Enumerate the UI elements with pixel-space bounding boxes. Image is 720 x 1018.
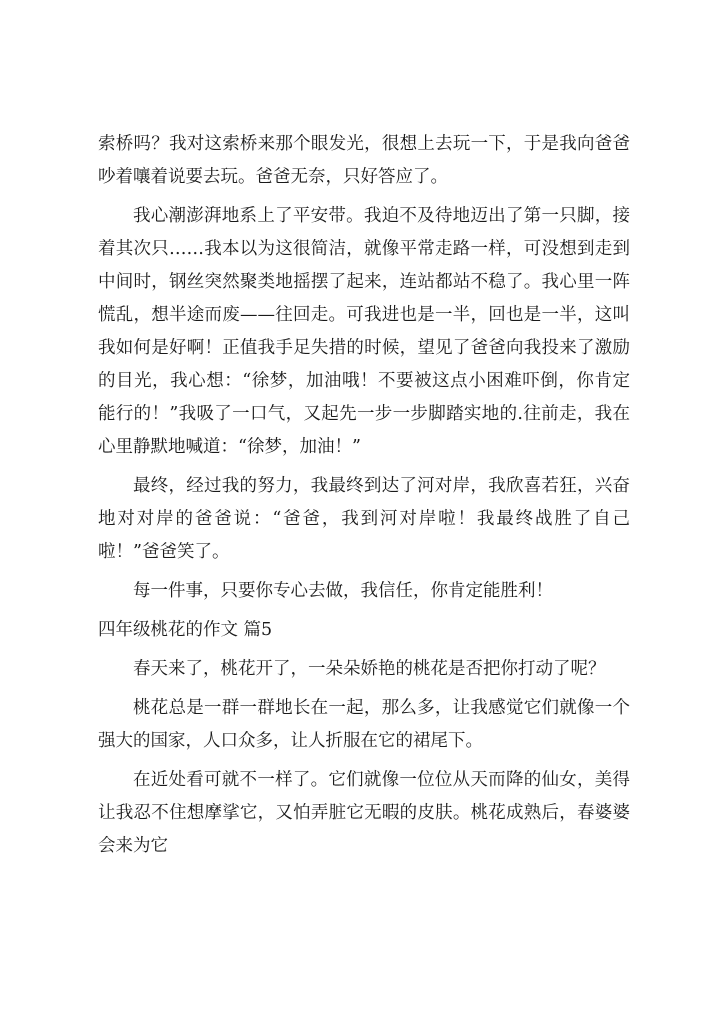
- paragraph-conclusion: 每一件事，只要你专心去做，我信任，你肯定能胜利！: [133, 581, 553, 601]
- paragraph-safety-belt: 我心潮澎湃地系上了平安带。我迫不及待地迈出了第一只脚，接着其次只……我本以为这很简洁，就像平常走路一样，可没想到走到中间时，钢丝突然聚类地摇摆了起来，连站都站不稳了。我心里一阵慌乱，想半途而废——往回走。可我进也是一半，回也是一半，这叫我如何是好啊！正值我手足失措的时候，望见了爸爸向我投来了激励的目光，我心想：“徐梦，加油哦！不要被这点小困难吓倒，你肯定能行的！”我吸了一口气，又起先一步一步脚踏实地的.往前走，我在心里静默地喊道：“徐梦，加油！”: [98, 206, 630, 457]
- paragraph-continued: 索桥吗？我对这索桥来那个眼发光，很想上去玩一下，于是我向爸爸吵着嚷着说要去玩。爸爸无奈，只好答应了。: [98, 134, 630, 187]
- document-body: [98, 128, 630, 869]
- section-heading: 四年级桃花的作文 篇5: [98, 620, 273, 640]
- paragraph-spring: 春天来了，桃花开了，一朵朵娇艳的桃花是否把你打动了呢？: [133, 659, 606, 679]
- paragraph-closeup: 在近处看可就不一样了。它们就像一位位从天而降的仙女，美得让我忍不住想摩挲它，又怕弄脏它无暇的皮肤。桃花成熟后，春婆婆会来为它: [98, 770, 630, 856]
- paragraph-groups: 桃花总是一群一群地长在一起，那么多，让我感觉它们就像一个强大的国家，人口众多，让人折服在它的裙尾下。: [98, 698, 630, 751]
- paragraph-reached-shore: 最终，经过我的努力，我最终到达了河对岸，我欣喜若狂，兴奋地对对岸的爸爸说：“爸爸，我到河对岸啦！我最终战胜了自己啦！”爸爸笑了。: [98, 476, 630, 562]
